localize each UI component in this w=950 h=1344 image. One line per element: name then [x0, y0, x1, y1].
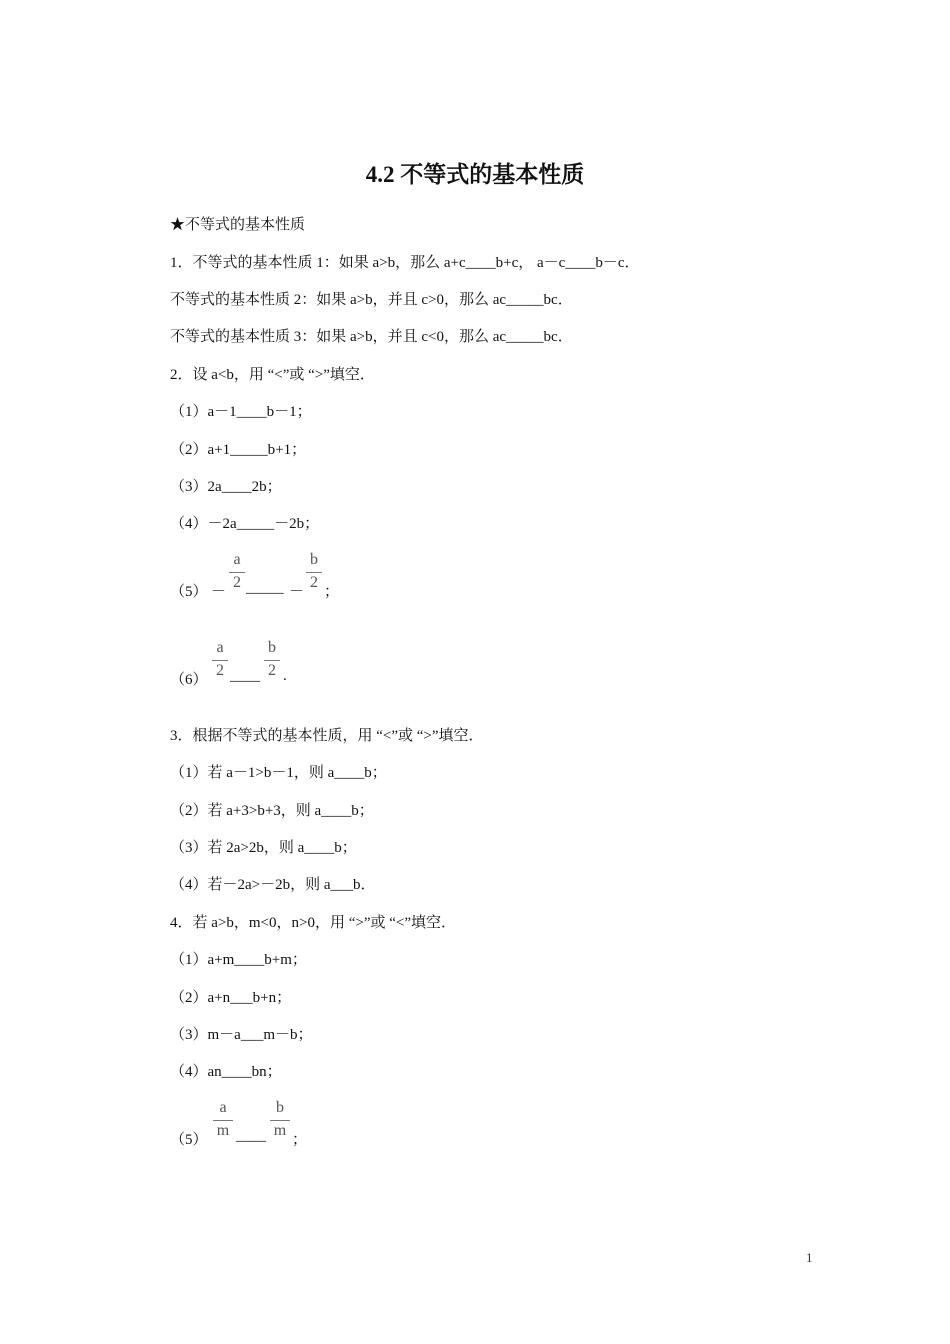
fraction-numerator: b: [310, 551, 318, 568]
fraction-b-over-2: [264, 638, 280, 681]
answer-blank: ____: [230, 668, 260, 684]
fraction-denominator: m: [273, 1122, 287, 1139]
semicolon: ；: [292, 1132, 308, 1148]
fraction-denominator: 2: [233, 574, 241, 591]
q4-part-4: （4）an____bn；: [170, 1064, 282, 1080]
page-number: 1: [806, 1250, 813, 1265]
answer-blank: _____: [246, 580, 284, 596]
section-heading: ★不等式的基本性质: [170, 217, 306, 233]
fraction-numerator: a: [219, 1099, 227, 1116]
fraction-b-over-m: [270, 1098, 290, 1141]
q3-stem: 3．根据不等式的基本性质，用 “<”或 “>”填空．: [170, 728, 484, 744]
q1-line-1: 1．不等式的基本性质 1：如果 a>b，那么 a+c____b+c， a－c____b－c．: [170, 255, 640, 271]
q2-stem: 2．设 a<b，用 “<”或 “>”填空．: [170, 367, 375, 383]
q2-part-3: （3）2a____2b；: [170, 479, 282, 495]
fraction-denominator: 2: [268, 662, 276, 679]
fraction-numerator: b: [276, 1099, 284, 1116]
q3-part-4: （4）若－2a>－2b，则 a___b．: [170, 877, 376, 893]
q2-part-4: （4）－2a_____－2b；: [170, 516, 320, 532]
q4-part-1: （1）a+m____b+m；: [170, 952, 307, 968]
fraction-denominator: 2: [310, 574, 318, 591]
q2-part-1: （1）a－1____b－1；: [170, 404, 312, 420]
q4-part-5-label: （5）: [170, 1132, 208, 1148]
fraction-denominator: m: [216, 1122, 230, 1139]
q2-part-5-label: （5）: [170, 584, 208, 600]
answer-blank: ____: [236, 1128, 266, 1144]
fraction-denominator: 2: [216, 662, 224, 679]
q3-part-1: （1）若 a－1>b－1，则 a____b；: [170, 765, 387, 781]
fraction-a-over-2: [212, 638, 228, 681]
fraction-numerator: b: [268, 639, 276, 656]
q1-line-2: 不等式的基本性质 2：如果 a>b，并且 c>0，那么 ac_____bc．: [170, 292, 573, 308]
q4-part-2: （2）a+n___b+n；: [170, 990, 292, 1006]
fraction-a-over-2: [229, 550, 245, 593]
minus-sign: －: [289, 584, 305, 600]
period: .: [283, 668, 287, 684]
fraction-numerator: a: [233, 551, 241, 568]
q2-part-2: （2）a+1_____b+1；: [170, 442, 307, 458]
fraction-b-over-2: [306, 550, 322, 593]
q3-part-2: （2）若 a+3>b+3，则 a____b；: [170, 803, 374, 819]
page-title: 4.2 不等式的基本性质: [365, 162, 585, 187]
q3-part-3: （3）若 2a>2b，则 a____b；: [170, 840, 357, 856]
q2-part-6-label: （6）: [170, 672, 208, 688]
q4-part-3: （3）m－a___m－b；: [170, 1027, 313, 1043]
minus-sign: －: [211, 584, 227, 600]
q4-stem: 4．若 a>b，m<0，n>0，用 “>”或 “<”填空．: [170, 915, 457, 931]
fraction-a-over-m: [213, 1098, 233, 1141]
semicolon: ；: [324, 584, 340, 600]
q1-line-3: 不等式的基本性质 3：如果 a>b，并且 c<0，那么 ac_____bc．: [170, 329, 573, 345]
fraction-numerator: a: [216, 639, 224, 656]
